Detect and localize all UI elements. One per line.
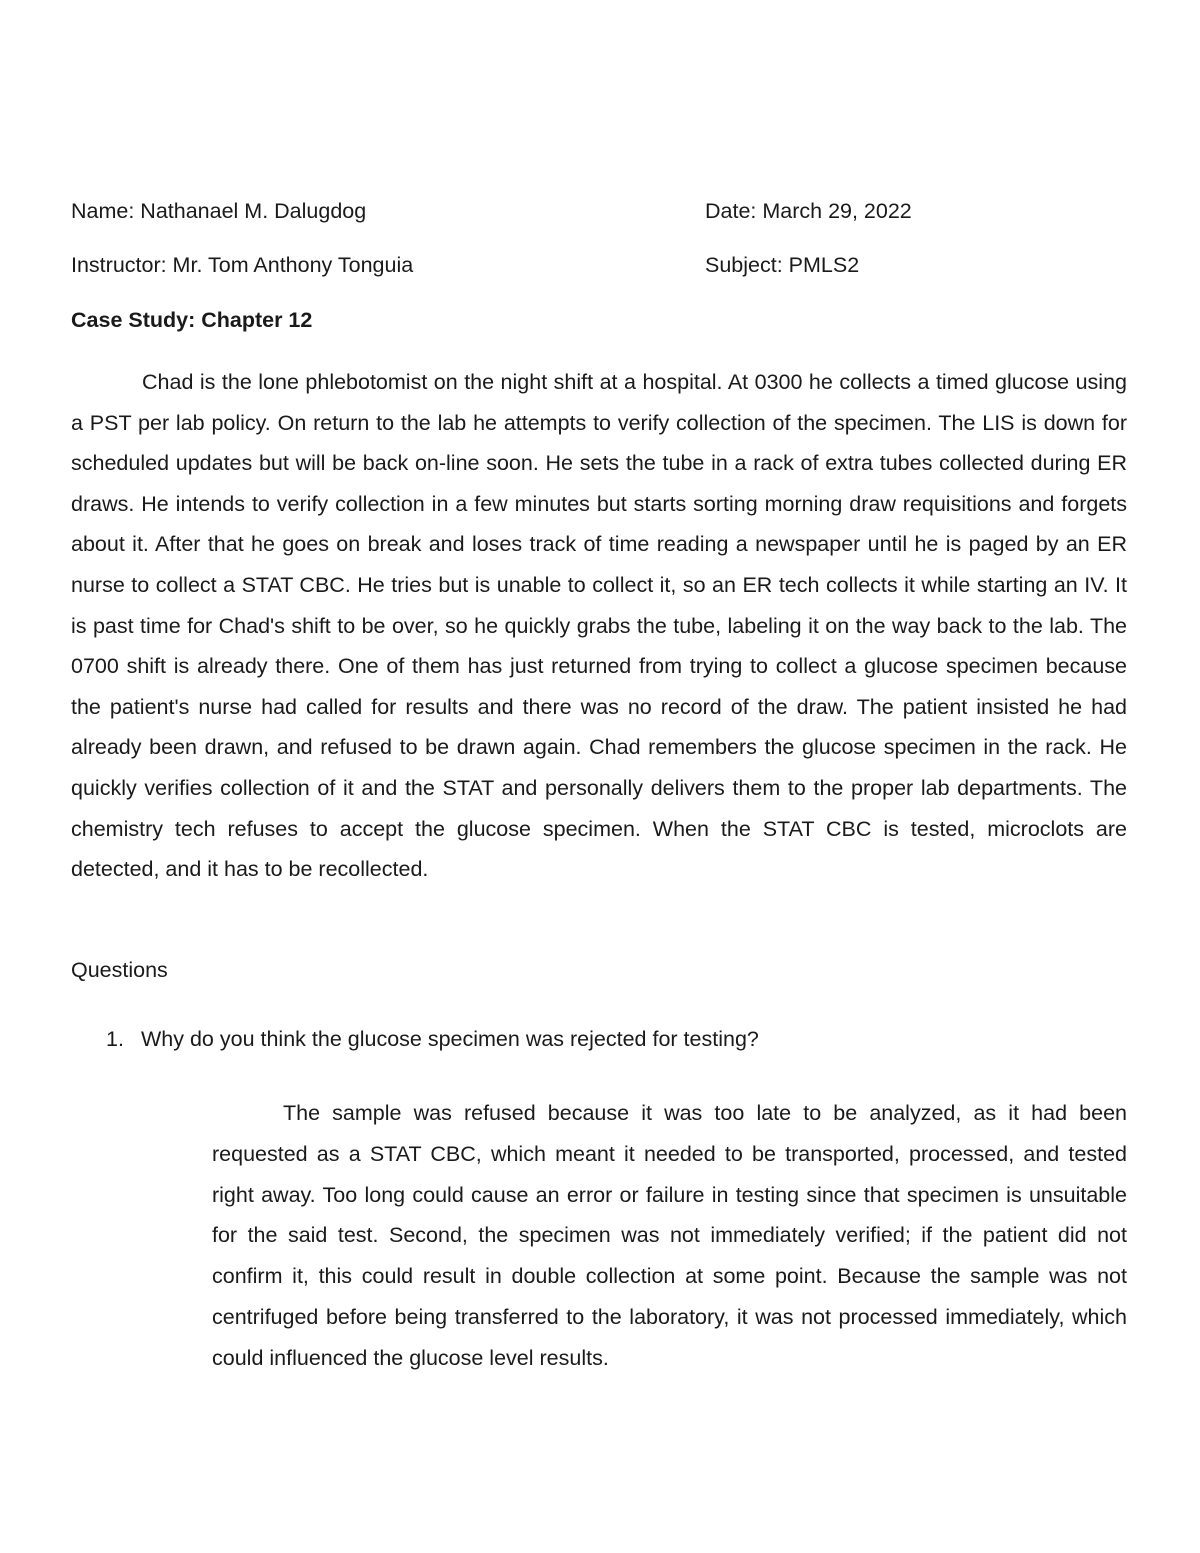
questions-heading: Questions — [71, 958, 168, 982]
question-text: Why do you think the glucose specimen was rejected for testing? — [141, 1027, 759, 1051]
instructor-name: Instructor: Mr. Tom Anthony Tonguia — [71, 253, 414, 277]
question-number: 1. — [106, 1027, 124, 1051]
document-title: Case Study: Chapter 12 — [71, 308, 313, 332]
student-name: Name: Nathanael M. Dalugdog — [71, 199, 367, 223]
date-field: Date: March 29, 2022 — [705, 199, 912, 223]
question-item — [106, 1026, 759, 1052]
answer-paragraph: The sample was refused because it was too late to be analyzed, as it had been requested as a STAT CBC, which meant it needed to be transported, processed, and tested right away. Too long could cause an error or failure in testing since that specimen is unsuitable for the said test. Second, the specimen was not immediately verified; if the patient did not confirm it, this could result in double collection at some point. Because the sample was not centrifuged before being transferred to the laboratory, it was not processed immediately, which could influenced the glucose level results. — [212, 1101, 1127, 1370]
case-study-paragraph: Chad is the lone phlebotomist on the night shift at a hospital. At 0300 he collects a timed glucose using a PST per lab policy. On return to the lab he attempts to verify collection of the specimen. The LIS is down for scheduled updates but will be back on-line soon. He sets the tube in a rack of extra tubes collected during ER draws. He intends to verify collection in a few minutes but starts sorting morning draw requisitions and forgets about it. After that he goes on break and loses track of time reading a newspaper until he is paged by an ER nurse to collect a STAT CBC. He tries but is unable to collect it, so an ER tech collects it while starting an IV. It is past time for Chad's shift to be over, so he quickly grabs the tube, labeling it on the way back to the lab. The 0700 shift is already there. One of them has just returned from trying to collect a glucose specimen because the patient's nurse had called for results and there was no record of the draw. The patient insisted he had already been drawn, and refused to be drawn again. Chad remembers the glucose specimen in the rack. He quickly verifies collection of it and the STAT and personally delivers them to the proper lab departments. The chemistry tech refuses to accept the glucose specimen. When the STAT CBC is tested, microclots are detected, and it has to be recollected. — [71, 370, 1127, 882]
subject-field: Subject: PMLS2 — [705, 253, 860, 277]
